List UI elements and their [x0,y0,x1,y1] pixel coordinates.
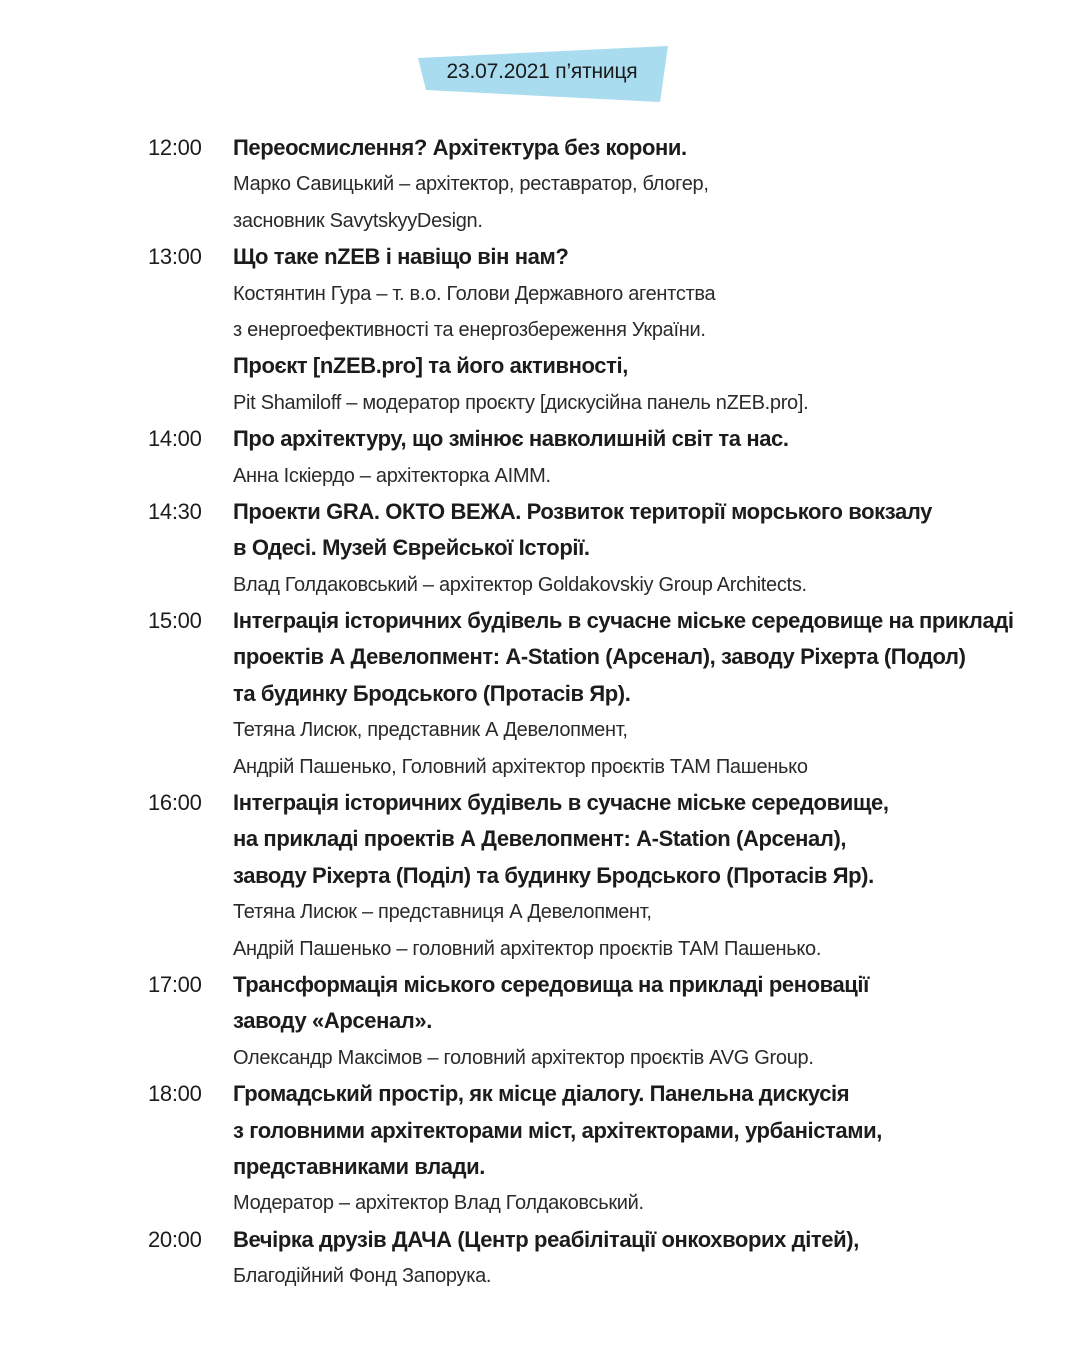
entry-time: 16:00 [148,790,202,816]
session-title-line: Переосмислення? Архітектура без корони. [233,135,687,160]
session-title-line: заводу «Арсенал». [233,1008,432,1034]
entry-details [233,130,1048,239]
entry-details [233,239,1048,421]
entry-time: 14:00 [148,426,202,452]
date-label: 23.07.2021 п’ятниця [446,60,638,83]
session-title-line: Трансформація міського середовища на прикладі реновації [233,971,869,997]
schedule-entry [148,967,1048,1076]
entry-time: 20:00 [148,1226,202,1252]
speaker-line: Андрій Пашенько – головний архітектор проєктів ТАМ Пашенько. [233,937,822,960]
entry-time: 17:00 [148,971,202,997]
speaker-line: Pit Shamiloff – модератор проєкту [дискусійна панель nZEB.pro]. [233,391,809,414]
session-title-line: Громадський простір, як місце діалогу. Панельна дискусія [233,1081,850,1107]
entry-time: 12:00 [148,135,202,160]
speaker-line: засновник SavytskyyDesign. [233,209,483,232]
session-title-line: та будинку Бродського (Протасів Яр). [233,680,631,706]
speaker-line: Марко Савицький – архітектор, реставратор, блогер, [233,173,709,196]
schedule-entry [148,494,1048,603]
entry-details [233,1222,1048,1295]
speaker-line: з енергоефективності та енергозбереження України. [233,318,706,341]
session-title-line: представниками влади. [233,1153,486,1179]
speaker-line: Костянтин Гура – т. в.о. Голови Державного агентства [233,282,716,305]
schedule-entry [148,1222,1048,1295]
entry-details [233,1076,1048,1222]
entry-time: 13:00 [148,244,202,270]
schedule-entry [148,603,1048,785]
session-title-line: Інтеграція історичних будівель в сучасне міське середовище на прикладі [233,608,1014,634]
schedule-entry [148,239,1048,421]
speaker-line: Благодійний Фонд Запорука. [233,1265,492,1288]
session-title-line: Проекти GRA. ОКТО ВЕЖА. Розвиток території морського вокзалу [233,498,932,524]
entry-details [233,421,1048,494]
session-title-line: Про архітектуру, що змінює навколишній світ та нас. [233,426,789,452]
schedule-entry [148,1076,1048,1222]
session-title-line: Інтеграція історичних будівель в сучасне міське середовище, [233,790,889,816]
speaker-line: Модератор – архітектор Влад Голдаковський. [233,1192,644,1215]
speaker-line: Тетяна Лисюк, представник А Девелопмент, [233,719,628,742]
speaker-line: Олександр Максімов – головний архітектор проєктів AVG Group. [233,1046,814,1069]
session-title-line: Проєкт [nZEB.pro] та його активності, [233,353,628,379]
entry-details [233,494,1048,603]
entry-details [233,967,1048,1076]
speaker-line: Анна Іскіердо – архітекторка AIMM. [233,464,551,487]
speaker-line: Влад Голдаковський – архітектор Goldakovskiy Group Architects. [233,573,807,596]
session-title-line: Що таке nZEB і навіщо він нам? [233,244,569,270]
entry-time: 18:00 [148,1081,202,1107]
entry-time: 15:00 [148,608,202,634]
session-title-line: в Одесі. Музей Єврейської Історії. [233,535,590,561]
schedule-entry [148,130,1048,239]
session-title-line: Вечірка друзів ДАЧА (Центр реабілітації онкохворих дітей), [233,1226,859,1252]
session-title-line: заводу Ріхерта (Поділ) та будинку Бродського (Протасів Яр). [233,862,874,888]
speaker-line: Тетяна Лисюк – представниця А Девелопмент, [233,901,652,924]
speaker-line: Андрій Пашенько, Головний архітектор проєктів ТАМ Пашенько [233,755,808,778]
session-title-line: на прикладі проектів А Девелопмент: A-Station (Арсенал), [233,826,847,852]
entry-time: 14:30 [148,498,202,524]
entry-details [233,603,1048,785]
entry-details [233,785,1048,967]
date-badge [414,46,670,102]
session-title-line: з головними архітекторами міст, архітекторами, урбаністами, [233,1117,882,1143]
schedule-entry [148,785,1048,967]
schedule-list [148,130,1048,1295]
session-title-line: проектів А Девелопмент: A-Station (Арсенал), заводу Ріхерта (Подол) [233,644,966,670]
schedule-entry [148,421,1048,494]
